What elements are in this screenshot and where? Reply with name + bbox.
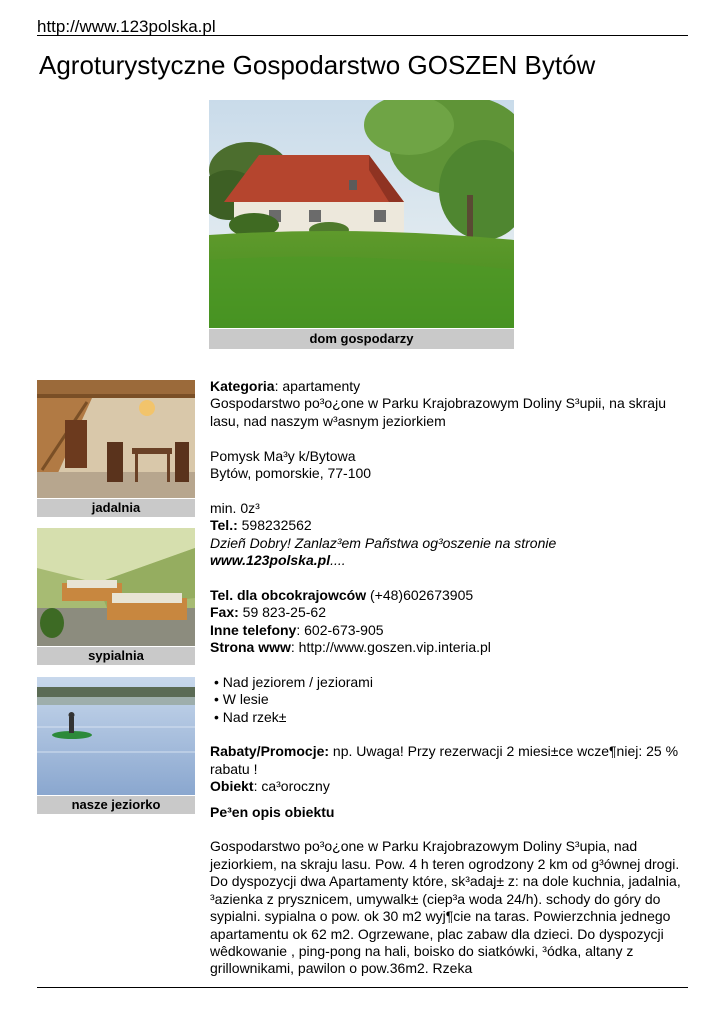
feature-item: • W lesie [214,691,269,708]
object-line [210,778,688,795]
thumb-lake [37,677,195,795]
thumb-dining-caption: jadalnia [37,499,195,517]
thumb-bedroom-caption: sypialnia [37,647,195,665]
main-photo-farmhouse [209,100,514,328]
full-description-heading: Pe³en opis obiektu [210,803,335,820]
website-line [210,639,688,656]
phone-label: Tel.: [210,517,238,534]
other-phones-line [210,622,688,639]
thumb-lake-caption: nasze jeziorko [37,796,195,814]
phone-line [210,517,688,534]
object-label: Obiekt [210,778,254,795]
promo-line [210,743,688,778]
address-line-2: Bytów, pomorskie, 77-100 [210,465,372,482]
min-price: min. 0z³ [210,499,260,516]
object-value: : ca³oroczny [253,778,330,795]
foreign-phone-value: (+48)602673905 [366,586,474,603]
category-value: : apartamenty [274,378,361,394]
thumb-dining-room [37,380,195,498]
header-divider [37,35,688,36]
fax-value: 59 823-25-62 [238,604,326,621]
feature-item: • Nad rzek± [214,708,287,725]
fax-line [210,604,688,621]
other-phones-value: : 602-673-905 [296,621,384,638]
full-description-text: Gospodarstwo po³o¿one w Parku Krajobrazowym Doliny S³upia, nad jeziorkiem, na skraju lasu. Pow. 4 h teren ogrodzony 2 km od g³ównej drogi. Do dyspozycji dwa Apartamenty które, sk³adaj± z: na dole kuchnia, jadalnia, ³azienka z prysznicem, umywalk± (ciep³a woda 24/h). schody do góry do sypialni. sypialna o pow. ok 30 m2 wyj¶cie na taras. Powierzchnia jednego apartamentu ok 62 m2. Ogrzewane, plac zabaw dla dzieci. Do dyspozycji wêdkowanie , ping-pong na hali, boisko do siatkówki, ³ódka, altany z grillownikami, pawilon o pow.36m2. Rzeka [210,838,681,977]
greeting-site[interactable]: www.123polska.pl [210,552,331,569]
category-line [210,378,688,395]
phone-value: 598232562 [237,517,312,534]
greeting-line [210,535,688,570]
footer-divider [37,987,688,988]
intro-text: Gospodarstwo po³o¿one w Parku Krajobrazowym Doliny S³upii, na skraju lasu, nad naszym w³asnym jeziorkiem [210,395,666,429]
greeting-text: Dzieñ Dobry! Zanlaz³em Pañstwa og³oszenie na stronie [210,534,557,551]
header-url[interactable]: http://www.123polska.pl [37,17,216,36]
fax-label: Fax: [210,604,239,621]
listing-details [210,378,688,978]
foreign-phone-line [210,587,688,604]
website-label: Strona www [210,639,291,656]
feature-item: • Nad jeziorem / jeziorami [214,673,373,690]
other-phones-label: Inne telefony [210,621,297,638]
category-label: Kategoria [210,378,275,394]
page-title: Agroturystyczne Gospodarstwo GOSZEN Bytów [39,50,596,80]
website-value[interactable]: : http://www.goszen.vip.interia.pl [290,639,491,656]
promo-value: np. Uwaga! Przy rezerwacji 2 miesi±ce wcze¶niej: 25 % rabatu ! [210,743,679,777]
feature-list [210,674,688,726]
address-line-1: Pomysk Ma³y k/Bytowa [210,447,356,464]
greeting-end: .... [330,552,346,569]
foreign-phone-label: Tel. dla obcokrajowców [210,586,367,603]
thumb-bedroom [37,528,195,646]
promo-label: Rabaty/Promocje: [210,743,330,760]
main-photo-caption: dom gospodarzy [209,329,514,349]
